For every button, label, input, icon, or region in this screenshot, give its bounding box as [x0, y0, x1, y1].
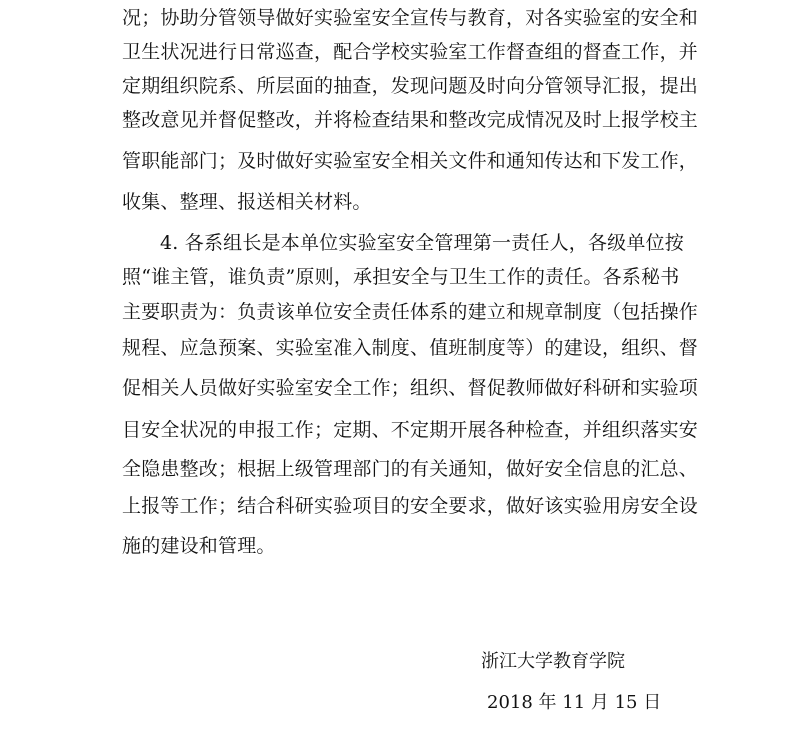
text-line: 目安全状况的申报工作；定期、不定期开展各种检查，并组织落实安 [122, 419, 699, 441]
signature-date: 2018 年 11 月 15 日 [487, 692, 662, 713]
text-line: 主要职责为：负责该单位安全责任体系的建立和规章制度（包括操作 [122, 301, 699, 323]
text-line: 上报等工作；结合科研实验项目的安全要求，做好该实验用房安全设 [122, 495, 699, 517]
text-line: 照“谁主管，谁负责”原则，承担安全与卫生工作的责任。各系秘书 [122, 266, 680, 288]
text-line: 全隐患整改；根据上级管理部门的有关通知，做好安全信息的汇总、 [122, 458, 699, 480]
text-line: 规程、应急预案、实验室准入制度、值班制度等）的建设，组织、督 [122, 337, 699, 359]
text-line: 整改意见并督促整改，并将检查结果和整改完成情况及时上报学校主 [122, 109, 699, 131]
text-line: 定期组织院系、所层面的抽查，发现问题及时向分管领导汇报，提出 [122, 75, 699, 97]
text-line: 施的建设和管理。 [122, 535, 276, 557]
text-line: 促相关人员做好实验室安全工作；组织、督促教师做好科研和实验项 [122, 377, 699, 399]
text-line: 收集、整理、报送相关材料。 [122, 191, 372, 213]
text-line: 况；协助分管领导做好实验室安全宣传与教育，对各实验室的安全和 [122, 7, 699, 29]
text-line: 管职能部门；及时做好实验室安全相关文件和通知传达和下发工作， [122, 150, 699, 172]
signature-organization: 浙江大学教育学院 [481, 651, 625, 672]
text-line: 卫生状况进行日常巡查，配合学校实验室工作督查组的督查工作，并 [122, 41, 699, 63]
text-line: 4. 各系组长是本单位实验室安全管理第一责任人，各级单位按 [160, 232, 684, 254]
